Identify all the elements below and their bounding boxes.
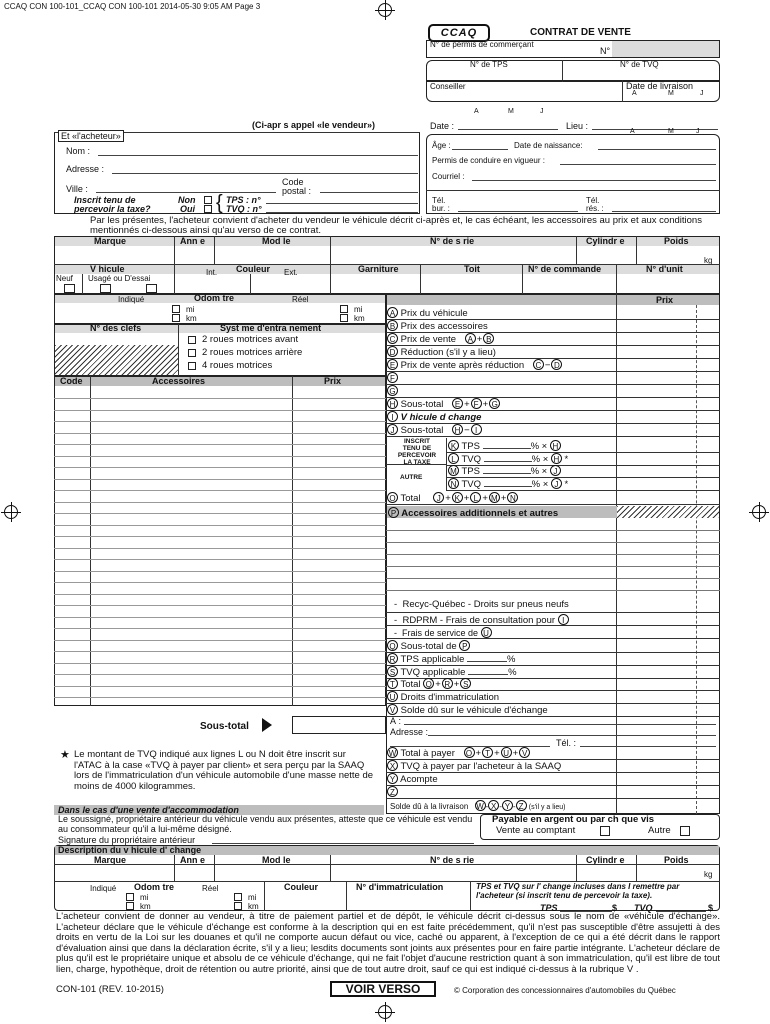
letter-h-ref: H [551,453,562,464]
price-label-j: Sous-total [400,425,444,436]
tel-bur-2: bur. : [432,204,450,213]
letter-k-ref: K [452,492,463,503]
letter-g-ref: G [489,398,500,409]
other-checkbox[interactable] [680,826,690,836]
letter-d-ref: D [551,359,562,370]
registration-mark-top [378,3,392,17]
letter-h-ref: H [452,424,463,435]
price-label-e: Prix de vente après réduction [400,360,525,371]
fee-recyc: - Recyc-Québec - Droits sur pneus neufs [394,599,569,610]
page-title: CONTRAT DE VENTE [530,27,631,38]
price-field-g[interactable] [617,385,719,397]
fee-service-label: Frais de service de [402,628,479,638]
dealer-tvq-label: N° de TVQ [620,60,659,69]
accommodation-text: Le soussigné, propriétaire antérieur du véhicule vendu aux présentes, atteste que ce véhicule est vendu au consommateur qu'il a lui-même désigné. [58,814,473,834]
tax-non-label: Non [178,195,196,205]
price-field-d[interactable] [617,346,719,358]
new-checkbox[interactable] [64,284,75,293]
odometer-real-km-checkbox[interactable] [340,314,348,322]
inscrit-3: PERCEVOIR [397,452,437,459]
letter-w-sref: W [476,802,484,811]
letter-g: G [387,385,398,396]
bottom-row-t: T Total Q + R + S [387,678,616,691]
subtotal-arrow-icon [262,718,272,732]
letter-b: B [387,320,398,331]
letter-j-ref: J [433,492,444,503]
solde-livraison-label: Solde dû à la livraison [390,802,469,811]
letter-u-ref: U [501,747,512,758]
letter-w: W [388,749,397,758]
acc-row-line[interactable] [54,536,386,537]
price-label-c: Prix de vente [400,334,457,345]
tel-res-2: rés. : [586,204,604,213]
ti-real-km: km [248,902,259,911]
ccaq-logo: CCAQ [428,24,490,42]
acc-row-line[interactable] [54,456,386,457]
odometer-real-mi-checkbox[interactable] [340,305,348,313]
acc-code-header: Code [60,376,83,386]
tax-row-m: M TPS % × J [448,465,561,478]
tax-row-k: K TPS % × H [448,440,561,453]
ti-odo-real: Réel [202,884,219,893]
postal-code-bottom: postal : [282,186,312,196]
date-a: A [474,108,479,115]
ti-plate-label: N° d'immatriculation [356,882,444,892]
letter-z: Z [387,786,398,797]
price-row-c: C Prix de vente A + B [387,333,616,346]
ti-tvq-dollar: $ [708,903,714,913]
trade-in-heading: Description du v hicule d' change [58,845,202,855]
acc-row-line[interactable] [54,513,386,514]
ti-cylindree: Cylindr e [586,855,625,865]
letter-q-ref: Q [423,678,434,689]
letter-a-ref: A [465,333,476,344]
acc-subtotal-field[interactable] [292,716,386,734]
birth-a: A [630,128,635,135]
acc-row-line[interactable] [54,594,386,595]
inscrit-4: LA TAXE [403,459,431,466]
tax-question-1: Inscrit tenu de [74,195,136,205]
letter-z-sref: Z [516,800,527,811]
trim-label: Garniture [358,264,399,274]
color-ext-label: Ext. [284,268,298,277]
buyer-tvq-label: TVQ : n° [226,204,262,214]
acc-row-line[interactable] [54,410,386,411]
ti-tps: TPS [540,903,558,913]
accessories-table [54,376,386,706]
ti-km: km [140,902,151,911]
letter-l-ref: L [470,492,481,503]
fee-service-ref: U [481,627,492,638]
delivery-label: Date de livraison [626,81,694,91]
payee-to-label: À : [390,716,402,726]
letter-e-ref: E [452,398,463,409]
color-label: Couleur [236,264,271,274]
acc-row-line[interactable] [54,467,386,468]
acc-row-line[interactable] [54,502,386,503]
acc-row-line[interactable] [54,398,386,399]
license-label: Permis de conduire en vigueur : [432,156,545,165]
ti-real-mi-checkbox[interactable] [234,893,242,901]
additional-row-line[interactable] [386,590,720,591]
drive-front-checkbox[interactable] [188,336,196,344]
letter-y-sref: Y [502,800,513,811]
acc-row-line[interactable] [54,697,386,698]
odometer-real: Réel [292,295,309,304]
price-label-a: Prix du véhicule [400,308,468,319]
odometer-real-mi: mi [354,305,363,314]
acc-row-line[interactable] [54,525,386,526]
keys-label: N° des clefs [90,323,142,333]
letter-y: Y [387,773,398,784]
ti-odometer-label: Odom tre [134,882,175,892]
acc-row-line[interactable] [54,617,386,618]
price-field-i[interactable] [617,411,719,423]
tel-bur-1: Tél. [432,196,446,205]
acc-row-line[interactable] [54,571,386,572]
final-row-w: W Total à payer O + T + U + V [387,747,616,760]
price-row-e: E Prix de vente après réduction C − D [387,359,616,372]
delivery-a: A [632,90,637,97]
keys-hatched-area [55,345,178,375]
ti-real-mi: mi [248,893,257,902]
price-field-b[interactable] [617,320,719,332]
letter-d: D [387,346,398,357]
tvq-note: Le montant de TVQ indiqué aux lignes L ou N doit être inscrit sur l'ATAC à la case «TVQ à payer par client» et sera perçu par la SAAQ lors de l'immatriculation d'un véhicule automobile d'une masse nette de moins de 4000 kilogrammes. [74,749,374,792]
odometer-mi: mi [186,305,195,314]
weight-kg: kg [704,256,713,265]
acc-row-line[interactable] [54,433,386,434]
dealer-no-label: N° [600,46,611,56]
letter-o-ref: O [464,747,475,758]
acc-row-line[interactable] [54,651,386,652]
ti-kg: kg [704,870,713,879]
tax-oui-label: Oui [180,204,195,214]
birth-j: J [696,128,700,135]
buyer-city-label: Ville : [66,184,88,194]
acc-additional-heading [388,507,558,519]
bottom-row-s: S TVQ applicable % [387,666,616,679]
drive-4wd-label: 4 roues motrices [202,360,273,371]
roof-label: Toit [464,264,480,274]
acc-row-line[interactable] [54,559,386,560]
delivery-m: M [668,90,674,97]
place-label: Lieu : [566,121,589,131]
letter-r: R [387,653,398,664]
additional-row-line[interactable] [386,530,720,531]
price-field-h[interactable] [617,398,719,410]
letter-t: T [387,678,398,689]
fee-recyc-label: Recyc-Québec - Droits sur pneus neufs [402,599,569,610]
letter-k: K [448,440,459,451]
letter-p-ref: P [459,640,470,651]
price-field-e[interactable] [617,359,719,371]
price-label-i: V hicule d change [400,412,482,423]
price-field-f[interactable] [617,372,719,384]
bottom-row-v: V Solde dû sur le véhicule d'échange [387,704,616,717]
bottom-row-r: R TPS applicable % [387,653,616,666]
letter-o: O [387,492,398,503]
payee-address-label: Adresse : [390,727,429,737]
used-checkbox[interactable] [100,284,111,293]
signature-label: Signature du propriétaire antérieur [58,835,196,845]
color-int-label: Int. [206,268,218,277]
tel-res-1: Tél. [586,196,600,205]
brace: { [216,192,223,214]
seller-line: (Ci-apr s appel «le vendeur») [252,120,376,130]
payable-heading: Payable en argent ou par ch que vis [492,814,655,825]
registration-mark-left [4,505,18,519]
acc-row-line[interactable] [54,479,386,480]
new-label: Neuf [56,274,73,283]
agreement-text: Par les présentes, l'acheteur convient d'acheter du vendeur le véhicule décrit ci-après et, le cas échéant, les accessoires au prix et aux conditions mentionnés ci-dessous ainsi qu'au verso de ce contrat. [90,215,702,236]
drive-front-label: 2 roues motrices avant [202,334,299,345]
vehicle-type-label: V hicule [90,264,125,274]
additional-row-line[interactable] [386,578,720,579]
price-label-b: Prix des accessoires [400,321,488,332]
permit-label: N° de permis de commerçant [430,40,534,49]
order-no-label: N° de commande [528,264,602,274]
demo-checkbox[interactable] [146,284,157,293]
birth-label: Date de naissance: [514,141,583,150]
letter-t-ref: T [482,747,493,758]
dealer-no-field[interactable] [612,41,719,57]
vh-marque: Marque [94,236,127,246]
acc-row-line[interactable] [54,548,386,549]
copyright: © Corporation des concessionnaires d'automobiles du Québec [454,986,676,995]
fee-rdprm-label: RDPRM - Frais de consultation pour [402,615,556,626]
letter-i-ref: I [471,424,482,435]
letter-m: M [448,465,459,476]
acc-row-line[interactable] [54,582,386,583]
letter-f-ref: F [471,398,482,409]
acc-subtotal-label: Sous-total [200,721,249,732]
tax-inscrit-label [392,438,442,466]
acc-price-header: Prix [324,376,342,386]
vh-serie: N° de s rie [430,236,475,246]
price-field-a[interactable] [617,307,719,319]
letter-c: C [387,333,398,344]
acc-row-line[interactable] [54,640,386,641]
printer-header: CCAQ CON 100-101_CCAQ CON 100-101 2014-05-30 9:05 AM Page 3 [4,2,261,11]
email-label: Courriel : [432,172,465,181]
star-icon: ★ [60,749,70,761]
ti-tax-note: TPS et TVQ sur l' change incluses dans I remettre par l'acheteur (si inscrit tenu de percevoir la taxe). [476,882,680,900]
price-field-c[interactable] [617,333,719,345]
vh-annee: Ann e [180,236,206,246]
acc-row-line[interactable] [54,490,386,491]
letter-m-ref: M [489,492,500,503]
letter-j-ref: J [550,465,561,476]
buyer-tps-label: TPS : n° [226,195,261,205]
letter-a: A [387,307,398,318]
letter-x-sref: X [488,800,499,811]
form-code: CON-101 (REV. 10-2015) [56,984,164,995]
advisor-label: Conseiller [430,82,466,91]
age-label: Âge : [432,141,451,150]
odometer-label: Odom tre [194,293,235,303]
other-label: Autre [648,825,671,836]
acc-additional-label: Accessoires additionnels et autres [401,508,559,519]
drive-4wd-checkbox[interactable] [188,362,196,370]
postal-code-top: Code [282,177,304,187]
price-header: Prix [656,295,674,305]
solde-note: (s'il y a lieu) [528,804,566,811]
price-row-j: J Sous-total H − I [387,424,616,437]
price-label-d: Réduction (s'il y a lieu) [400,347,496,358]
additional-row-line[interactable] [386,554,720,555]
additional-row-line[interactable] [386,566,720,567]
date-label: Date : [430,121,455,131]
final-row-x: X TVQ à payer par l'acheteur à la SAAQ [387,760,616,773]
ti-km-checkbox[interactable] [126,902,134,910]
letter-q: Q [387,640,398,651]
odometer-km-checkbox[interactable] [172,314,180,322]
letter-c-ref: C [533,359,544,370]
tax-oui-checkbox[interactable] [204,205,212,213]
ti-tps-dollar: $ [612,903,618,913]
solde-livraison-row: Solde dû à la livraison W - X - Y - Z (s'il y a lieu) [390,802,566,811]
letter-b-ref: B [483,333,494,344]
final-row-y: Y Acompte [387,773,616,786]
used-label: Usagé ou D'essai [88,274,151,283]
odometer-real-km: km [354,314,365,323]
buyer-address-label: Adresse : [66,164,105,174]
bottom-row-u: U Droits d'immatriculation [387,691,616,704]
acc-row-line[interactable] [54,686,386,687]
registration-mark-bottom [378,1005,392,1019]
odometer-mi-checkbox[interactable] [172,305,180,313]
total-o-row: O Total J + K + L + M + N [387,492,518,505]
letter-v: V [387,704,398,715]
unit-no-label: N° d'unit [646,264,683,274]
ti-color-label: Couleur [284,882,319,892]
delivery-j: J [700,90,704,97]
cash-checkbox[interactable] [600,826,610,836]
ti-annee: Ann e [180,855,206,865]
acc-name-header: Accessoires [152,376,206,386]
letter-l: L [448,453,459,464]
odometer-indicated: Indiqué [118,295,145,304]
price-label-h: Sous-total [400,399,444,410]
birth-m: M [668,128,674,135]
letter-f: F [387,372,398,383]
tax-row-n: N TVQ % × J * [448,478,568,491]
buyer-name-label: Nom : [66,146,91,156]
acc-row-line[interactable] [54,663,386,664]
payee-tel-label: Tél. : [556,738,577,748]
letter-j: J [387,424,398,435]
dealer-tps-label: N° de TPS [470,60,508,69]
price-row-h: H Sous-total E + F + G [387,398,616,411]
vh-poids: Poids [664,236,689,246]
tax-question-2: percevoir la taxe? [74,204,151,214]
vh-cylindree: Cylindr e [586,236,625,246]
letter-h-ref: H [550,440,561,451]
inscrit-2: TENU DE [402,445,432,452]
letter-p: P [388,507,399,518]
tax-non-checkbox[interactable] [204,196,212,204]
ti-poids: Poids [664,855,689,865]
letter-s-ref: S [460,678,471,689]
additional-row-line[interactable] [386,542,720,543]
date-m: M [508,108,514,115]
vh-modele: Mod le [262,236,291,246]
cash-label: Vente au comptant [496,825,576,836]
letter-u: U [387,691,398,702]
fee-service: - Frais de service de U [394,627,492,638]
total-o-label: Total [400,493,421,504]
odometer-km: km [186,314,197,323]
tax-row-l: L TVQ % × H * [448,453,568,466]
acc-additional-hatch [617,506,719,518]
drive-rear-checkbox[interactable] [188,349,196,357]
acc-row-line[interactable] [54,605,386,606]
ti-mi-checkbox[interactable] [126,893,134,901]
letter-x: X [387,760,398,771]
ti-mi: mi [140,893,149,902]
drive-rear-label: 2 roues motrices arrière [202,347,303,358]
letter-i: I [387,411,398,422]
voir-verso-label: VOIR VERSO [330,981,436,997]
letter-v-ref: V [519,747,530,758]
buyer-heading: Et «l'acheteur» [58,130,124,142]
acc-row-line[interactable] [54,674,386,675]
ti-modele: Mod le [262,855,291,865]
letter-s: S [387,666,398,677]
ti-serie: N° de s rie [430,855,475,865]
letter-e: E [387,359,398,370]
ti-real-km-checkbox[interactable] [234,902,242,910]
date-j: J [540,108,544,115]
letter-h: H [387,398,398,409]
letter-j-ref: J [551,478,562,489]
fee-rdprm: - RDPRM - Frais de consultation pour I [394,614,569,626]
bottom-row-q: Q Sous-total de P [387,640,616,653]
inscrit-1: INSCRIT [404,438,430,445]
fee-rdprm-ref: I [558,614,569,625]
legal-text: L'acheteur convient de donner au vendeur, à titre de paiement partiel et de dépôt, le véhicule décrit ci-dessus sous le nom de «véhicule d'échange». L'acheteur déclare que le véhicule d'échange est conforme à la description qui en est faite précédemment, qu'il n'est pas susceptible d'être assujetti à des droits en vertu de la Loi sur les douanes et qu'il ne comporte aucun défaut ou vice, caché ou apparent, à l'exception de ce qui a été décrit dans le rapport d'évaluation ainsi que dans la déclaration écrite, s'il y a lieu; lesdits documents sont joints aux présentes pour en faire partie intégrante. L'acheteur déclare de plus qu'il est le propriétaire unique et absolu de ce véhicule d'échange, qui ne fait l'objet d'aucune restriction quant à son immatriculation, qu'il est libre de tout lien, charge, hypothèque, droit de rétention ou autre priorité, ainsi que de tout autre droit, sauf ce qui est indiqué ci-dessus à la rubrique V . [56,911,720,975]
tax-autre-label: AUTRE [400,474,423,481]
accommodation-heading: Dans le cas d'une vente d'accommodation [58,805,239,815]
ti-odo-indicated: Indiqué [90,884,117,893]
registration-mark-right [752,505,766,519]
ti-tvq: TVQ [634,903,653,913]
price-field-j[interactable] [617,424,719,436]
letter-n: N [448,478,459,489]
acc-row-line[interactable] [54,628,386,629]
acc-row-line[interactable] [54,444,386,445]
ti-marque: Marque [94,855,127,865]
letter-r-ref: R [442,678,453,689]
drive-label: Syst me d'entra nement [220,323,322,333]
letter-n-ref: N [507,492,518,503]
acc-row-line[interactable] [54,421,386,422]
